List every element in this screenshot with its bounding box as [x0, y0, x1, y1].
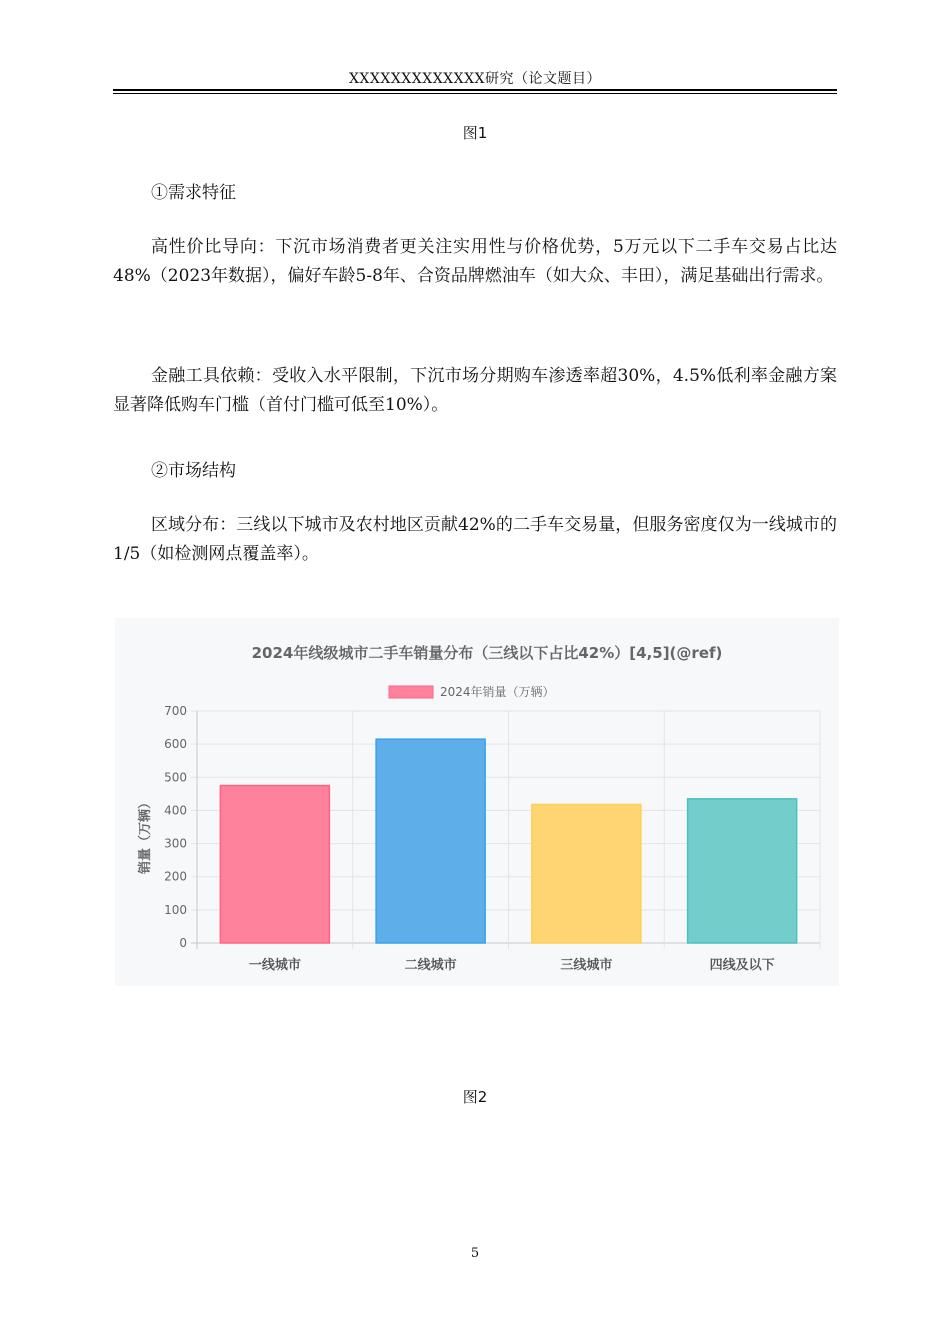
y-tick-labels [164, 704, 187, 950]
y-tick-label: 0 [179, 936, 187, 950]
sales-chart [115, 618, 839, 986]
bar-1[interactable] [376, 739, 485, 943]
running-header: XXXXXXXXXXXXX研究（论文题目） [348, 71, 602, 87]
chart-title: 2024年线级城市二手车销量分布（三线以下占比42%）[4,5](@ref) [251, 644, 723, 662]
header-rule-thick [113, 89, 837, 91]
paragraph-finance-dependence: 金融工具依赖：受收入水平限制，下沉市场分期购车渗透率超30%，4.5%低利率金融方案显著降低购车门槛（首付门槛可低至10%）。 [113, 366, 837, 415]
x-tick-labels [249, 957, 775, 973]
x-tick-label: 二线城市 [404, 958, 457, 973]
y-tick-label: 400 [164, 803, 187, 818]
figure-1-caption: 图1 [462, 124, 488, 142]
legend-label[interactable]: 2024年销量（万辆） [440, 685, 555, 699]
y-tick-label: 600 [164, 737, 187, 752]
y-tick-label: 700 [164, 704, 187, 718]
x-tick-label: 一线城市 [248, 958, 301, 973]
y-axis-title: 销量（万辆） [138, 795, 153, 875]
page-number: 5 [470, 1246, 480, 1261]
header-rule-thin [113, 93, 837, 94]
y-tick-label: 300 [164, 836, 187, 851]
paragraph-price-orientation: 高性价比导向：下沉市场消费者更关注实用性与价格优势，5万元以下二手车交易占比达48%（2023年数据），偏好车龄5-8年、合资品牌燃油车（如大众、丰田），满足基础出行需求。 [113, 237, 837, 286]
figure-2-caption: 图2 [462, 1088, 488, 1106]
legend-swatch[interactable] [389, 686, 433, 698]
bar-3[interactable] [688, 799, 797, 943]
x-tick-label: 四线及以下 [709, 958, 775, 973]
bar-2[interactable] [532, 804, 641, 943]
market-structure-heading: ②市场结构 [151, 461, 236, 481]
bar-chart-svg [115, 618, 839, 986]
y-tick-label: 200 [164, 869, 187, 884]
y-tick-label: 100 [164, 902, 187, 917]
x-tick-label: 三线城市 [560, 958, 613, 973]
paragraph-regional-distribution: 区域分布：三线以下城市及农村地区贡献42%的二手车交易量，但服务密度仅为一线城市的1/5（如检测网点覆盖率）。 [113, 515, 837, 564]
y-tick-label: 500 [164, 770, 187, 785]
bar-0[interactable] [220, 786, 329, 943]
demand-heading: ①需求特征 [151, 183, 236, 203]
